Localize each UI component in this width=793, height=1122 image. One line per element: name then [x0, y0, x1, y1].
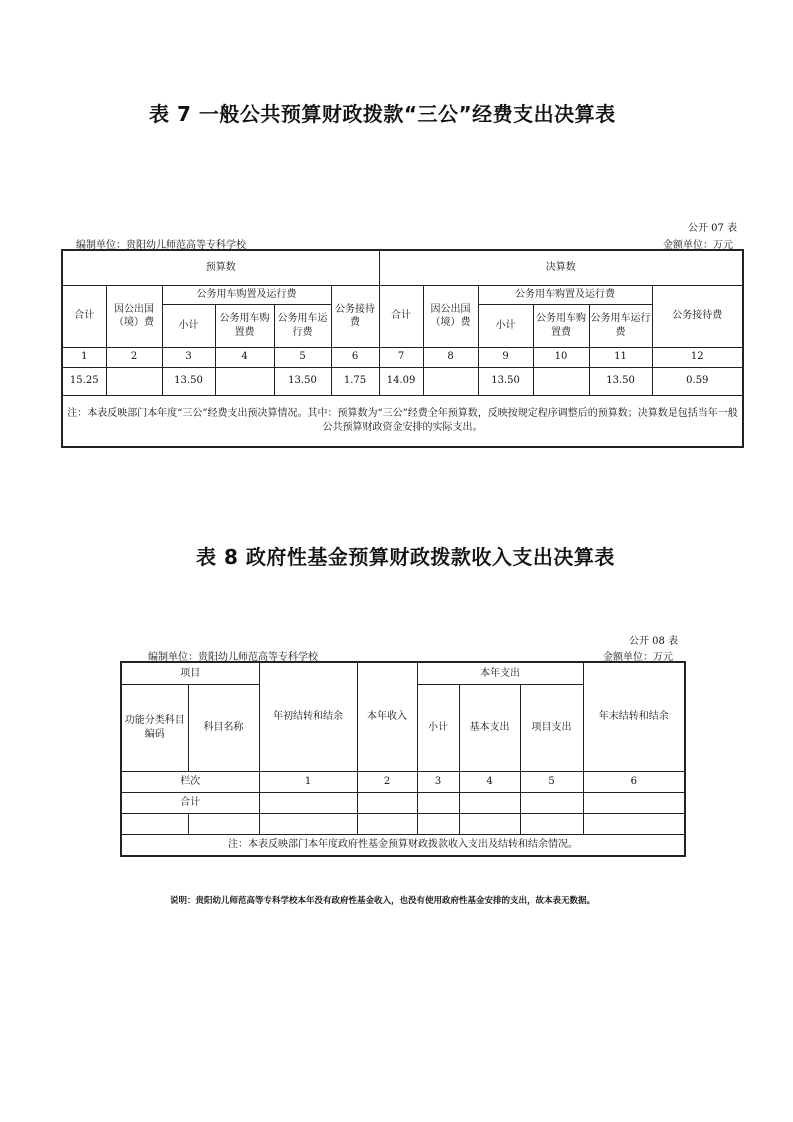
data-cell	[106, 367, 162, 395]
expense-subtotal-header: 小计	[417, 684, 459, 771]
index-cell: 8	[423, 347, 478, 367]
table8-code: 公开 08 表	[629, 636, 679, 647]
data-cell	[259, 792, 357, 813]
data-cell	[583, 813, 685, 834]
budget-abroad-header: 因公出国（境）费	[106, 285, 162, 347]
begin-balance-header: 年初结转和结余	[259, 662, 357, 771]
table8-amount-unit: 金额单位：万元	[603, 652, 673, 663]
budget-vehicle-operation-header: 公务用车运行费	[274, 304, 331, 347]
index-cell: 3	[417, 771, 459, 792]
final-group-header: 决算数	[379, 250, 743, 285]
index-label-cell: 栏次	[121, 771, 259, 792]
data-cell	[357, 813, 417, 834]
data-cell: 1.75	[331, 367, 379, 395]
data-cell: 13.50	[478, 367, 533, 395]
data-cell	[121, 813, 188, 834]
final-total-header: 合计	[379, 285, 423, 347]
budget-vehicle-purchase-header: 公务用车购置费	[215, 304, 274, 347]
data-cell	[417, 792, 459, 813]
item-header: 项目	[121, 662, 259, 684]
index-cell: 1	[259, 771, 357, 792]
subject-name-header: 科目名称	[188, 684, 259, 771]
final-abroad-header: 因公出国（境）费	[423, 285, 478, 347]
index-cell: 9	[478, 347, 533, 367]
table7-code: 公开 07 表	[688, 223, 738, 234]
data-cell: 0.59	[652, 367, 743, 395]
data-cell: 15.25	[62, 367, 106, 395]
index-cell: 2	[106, 347, 162, 367]
index-cell: 11	[589, 347, 652, 367]
budget-subtotal-header: 小计	[162, 304, 215, 347]
total-label-cell: 合计	[121, 792, 259, 813]
table7-title: 表 7 一般公共预算财政拨款“三公”经费支出决算表	[149, 102, 616, 126]
data-cell	[459, 813, 520, 834]
data-cell: 13.50	[274, 367, 331, 395]
project-expense-header: 项目支出	[520, 684, 583, 771]
index-cell: 4	[459, 771, 520, 792]
budget-total-header: 合计	[62, 285, 106, 347]
index-cell: 5	[520, 771, 583, 792]
budget-reception-header: 公务接待费	[331, 285, 379, 347]
data-cell	[423, 367, 478, 395]
data-cell	[215, 367, 274, 395]
budget-vehicle-group-header: 公务用车购置及运行费	[162, 285, 331, 304]
index-cell: 6	[583, 771, 685, 792]
index-cell: 3	[162, 347, 215, 367]
final-vehicle-group-header: 公务用车购置及运行费	[478, 285, 652, 304]
table7-index-row	[62, 347, 743, 367]
data-cell	[459, 792, 520, 813]
table8-unit-label: 编制单位：贵阳幼儿师范高等专科学校	[148, 652, 318, 663]
data-cell	[188, 813, 259, 834]
data-cell	[520, 813, 583, 834]
index-cell: 4	[215, 347, 274, 367]
index-cell: 10	[533, 347, 589, 367]
index-cell: 6	[331, 347, 379, 367]
index-cell: 7	[379, 347, 423, 367]
table8-empty-row	[121, 813, 685, 834]
basic-expense-header: 基本支出	[459, 684, 520, 771]
final-vehicle-purchase-header: 公务用车购置费	[533, 304, 589, 347]
final-subtotal-header: 小计	[478, 304, 533, 347]
table7	[61, 249, 744, 448]
table7-amount-unit: 金额单位：万元	[663, 240, 733, 251]
data-cell: 13.50	[589, 367, 652, 395]
index-cell: 12	[652, 347, 743, 367]
data-cell: 13.50	[162, 367, 215, 395]
data-cell	[417, 813, 459, 834]
expense-group-header: 本年支出	[417, 662, 583, 684]
table7-note: 注：本表反映部门本年度“三公”经费支出预决算情况。其中：预算数为“三公”经费全年预算数，反映按规定程序调整后的预算数；决算数是包括当年一般公共预算财政资金安排的实际支出。	[62, 395, 743, 447]
data-cell	[520, 792, 583, 813]
table8-title: 表 8 政府性基金预算财政拨款收入支出决算表	[196, 545, 615, 569]
table7-data-row	[62, 367, 743, 395]
index-cell: 5	[274, 347, 331, 367]
data-cell	[357, 792, 417, 813]
data-cell	[533, 367, 589, 395]
data-cell	[583, 792, 685, 813]
explanation-text: 说明：贵阳幼儿师范高等专科学校本年没有政府性基金收入，也没有使用政府性基金安排的支出，故本表无数据。	[170, 896, 596, 906]
table7-unit-label: 编制单位：贵阳幼儿师范高等专科学校	[76, 240, 246, 251]
final-vehicle-operation-header: 公务用车运行费	[589, 304, 652, 347]
index-cell: 1	[62, 347, 106, 367]
table8-total-row	[121, 792, 685, 813]
func-code-header: 功能分类科目编码	[121, 684, 188, 771]
end-balance-header: 年末结转和结余	[583, 662, 685, 771]
budget-group-header: 预算数	[62, 250, 379, 285]
table8-index-row	[121, 771, 685, 792]
table8	[120, 661, 686, 857]
income-header: 本年收入	[357, 662, 417, 771]
data-cell: 14.09	[379, 367, 423, 395]
final-reception-header: 公务接待费	[652, 285, 743, 347]
index-cell: 2	[357, 771, 417, 792]
data-cell	[259, 813, 357, 834]
table8-note: 注：本表反映部门本年度政府性基金预算财政拨款收入支出及结转和结余情况。	[121, 834, 685, 856]
